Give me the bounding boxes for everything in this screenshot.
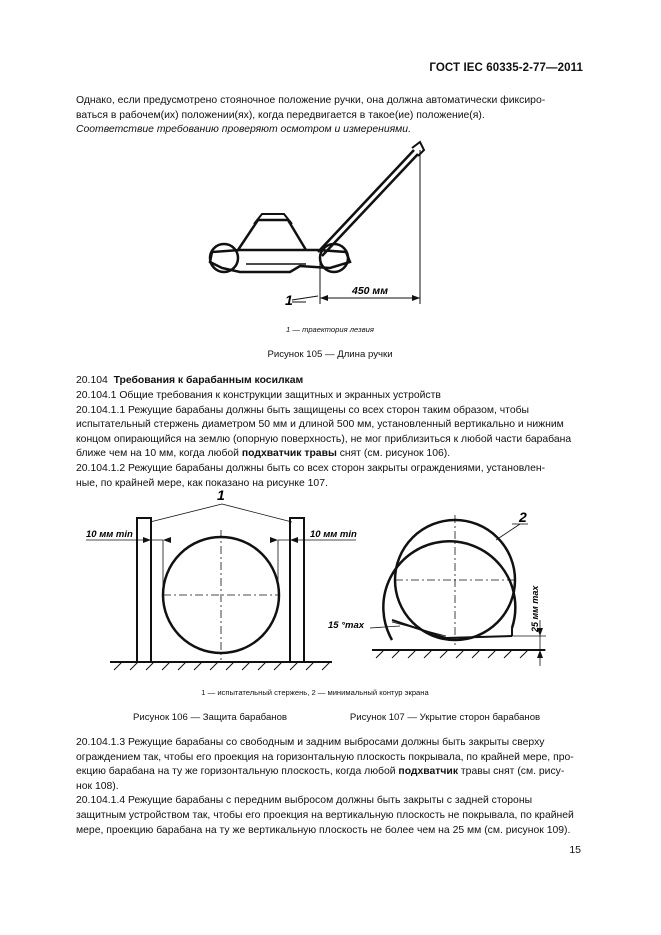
figure-105-caption: Рисунок 105 — Длина ручки: [267, 349, 393, 360]
intro-line-2: ваться в рабочем(их) положении(ях), когда передвигается в такое(ие) положение(я).: [76, 109, 485, 121]
figure-107: [370, 515, 546, 666]
s111-line-1: 20.104.1.1 Режущие барабаны должны быть защищены со всех сторон таким образом, чтобы: [76, 404, 530, 416]
figure-105-dimension: 450 мм: [352, 285, 388, 297]
term-grass-catcher-2: подхватчик: [398, 766, 459, 778]
figure-105-legend: 1 — траектория лезвия: [286, 325, 374, 334]
figure-106-caption: Рисунок 106 — Защита барабанов: [132, 712, 288, 723]
s111-line-3: концом опирающийся на землю (опорную поверхность), не мог приблизиться к любой части барабана: [76, 433, 572, 445]
s113-line-3: екцию барабана на ту же горизонтальную плоскость, когда любой подхватчик травы снят (см. рису-: [76, 766, 565, 778]
s112-line-1: 20.104.1.2 Режущие барабаны должны быть со всех сторон закрыты ограждениями, установлен-: [76, 462, 546, 474]
s112-line-2: ные, по крайней мере, как показано на рисунке 107.: [76, 477, 328, 489]
subsection-20-104-1: 20.104.1 Общие требования к конструкции защитных и экранных устройств: [76, 390, 441, 401]
intro-line-1: Однако, если предусмотрено стояночное положение ручки, она должна автоматически фиксиро-: [76, 95, 546, 106]
s114-line-2: защитным устройством так, чтобы его проекция на вертикальную плоскость не покрывала, по крайней: [76, 809, 574, 821]
s111-line-4: ближе чем на 10 мм, когда любой подхватчик травы снят (см. рисунок 106).: [76, 448, 451, 460]
s113-line-1: 20.104.1.3 Режущие барабаны со свободным и задним выбросами должны быть закрыты сверху: [76, 737, 545, 748]
tail-body: [76, 736, 584, 838]
page-number: 15: [569, 844, 581, 856]
s113-line-4: нок 108).: [76, 780, 119, 792]
section-number: 20.104: [76, 375, 108, 386]
s114-line-1: 20.104.1.4 Режущие барабаны с передним выбросом должны быть закрыты с задней стороны: [76, 795, 533, 807]
figure-107-vertical-label: 25 мм max: [530, 585, 540, 632]
figure-105-callout: 1: [285, 292, 293, 308]
figure-106-label-right: 10 мм min: [310, 529, 357, 540]
figure-107-caption: Рисунок 107 — Укрытие сторон барабанов: [349, 712, 541, 723]
section-title: Требования к барабанным косилкам: [113, 375, 304, 386]
conformity-note: Соответствие требованию проверяют осмотром и измерениями.: [76, 124, 411, 136]
figure-106-label-left: 10 мм min: [86, 529, 133, 540]
s114-line-3: мере, проекцию барабана на ту же вертикальную плоскость не более чем на 25 мм (см. рисунок 109).: [76, 824, 571, 836]
s111-line-2: испытательный стержень диаметром 50 мм и длиной 500 мм, установленный вертикально и нижним: [76, 419, 564, 431]
term-grass-catcher: подхватчик травы: [241, 448, 337, 460]
s113-line-2: ограждением так, чтобы его проекция на горизонтальную плоскость покрывала, по крайней мере, про-: [76, 751, 574, 763]
document-code: ГОСТ IEC 60335-2-77—2011: [429, 62, 583, 74]
figure-106-107-legend: 1 — испытательный стержень, 2 — минимальный контур экрана: [201, 688, 429, 697]
figure-106-callout-1: 1: [217, 487, 225, 503]
figure-107-angle-label: 15 °max: [328, 620, 365, 631]
figure-107-callout-2: 2: [519, 509, 527, 525]
